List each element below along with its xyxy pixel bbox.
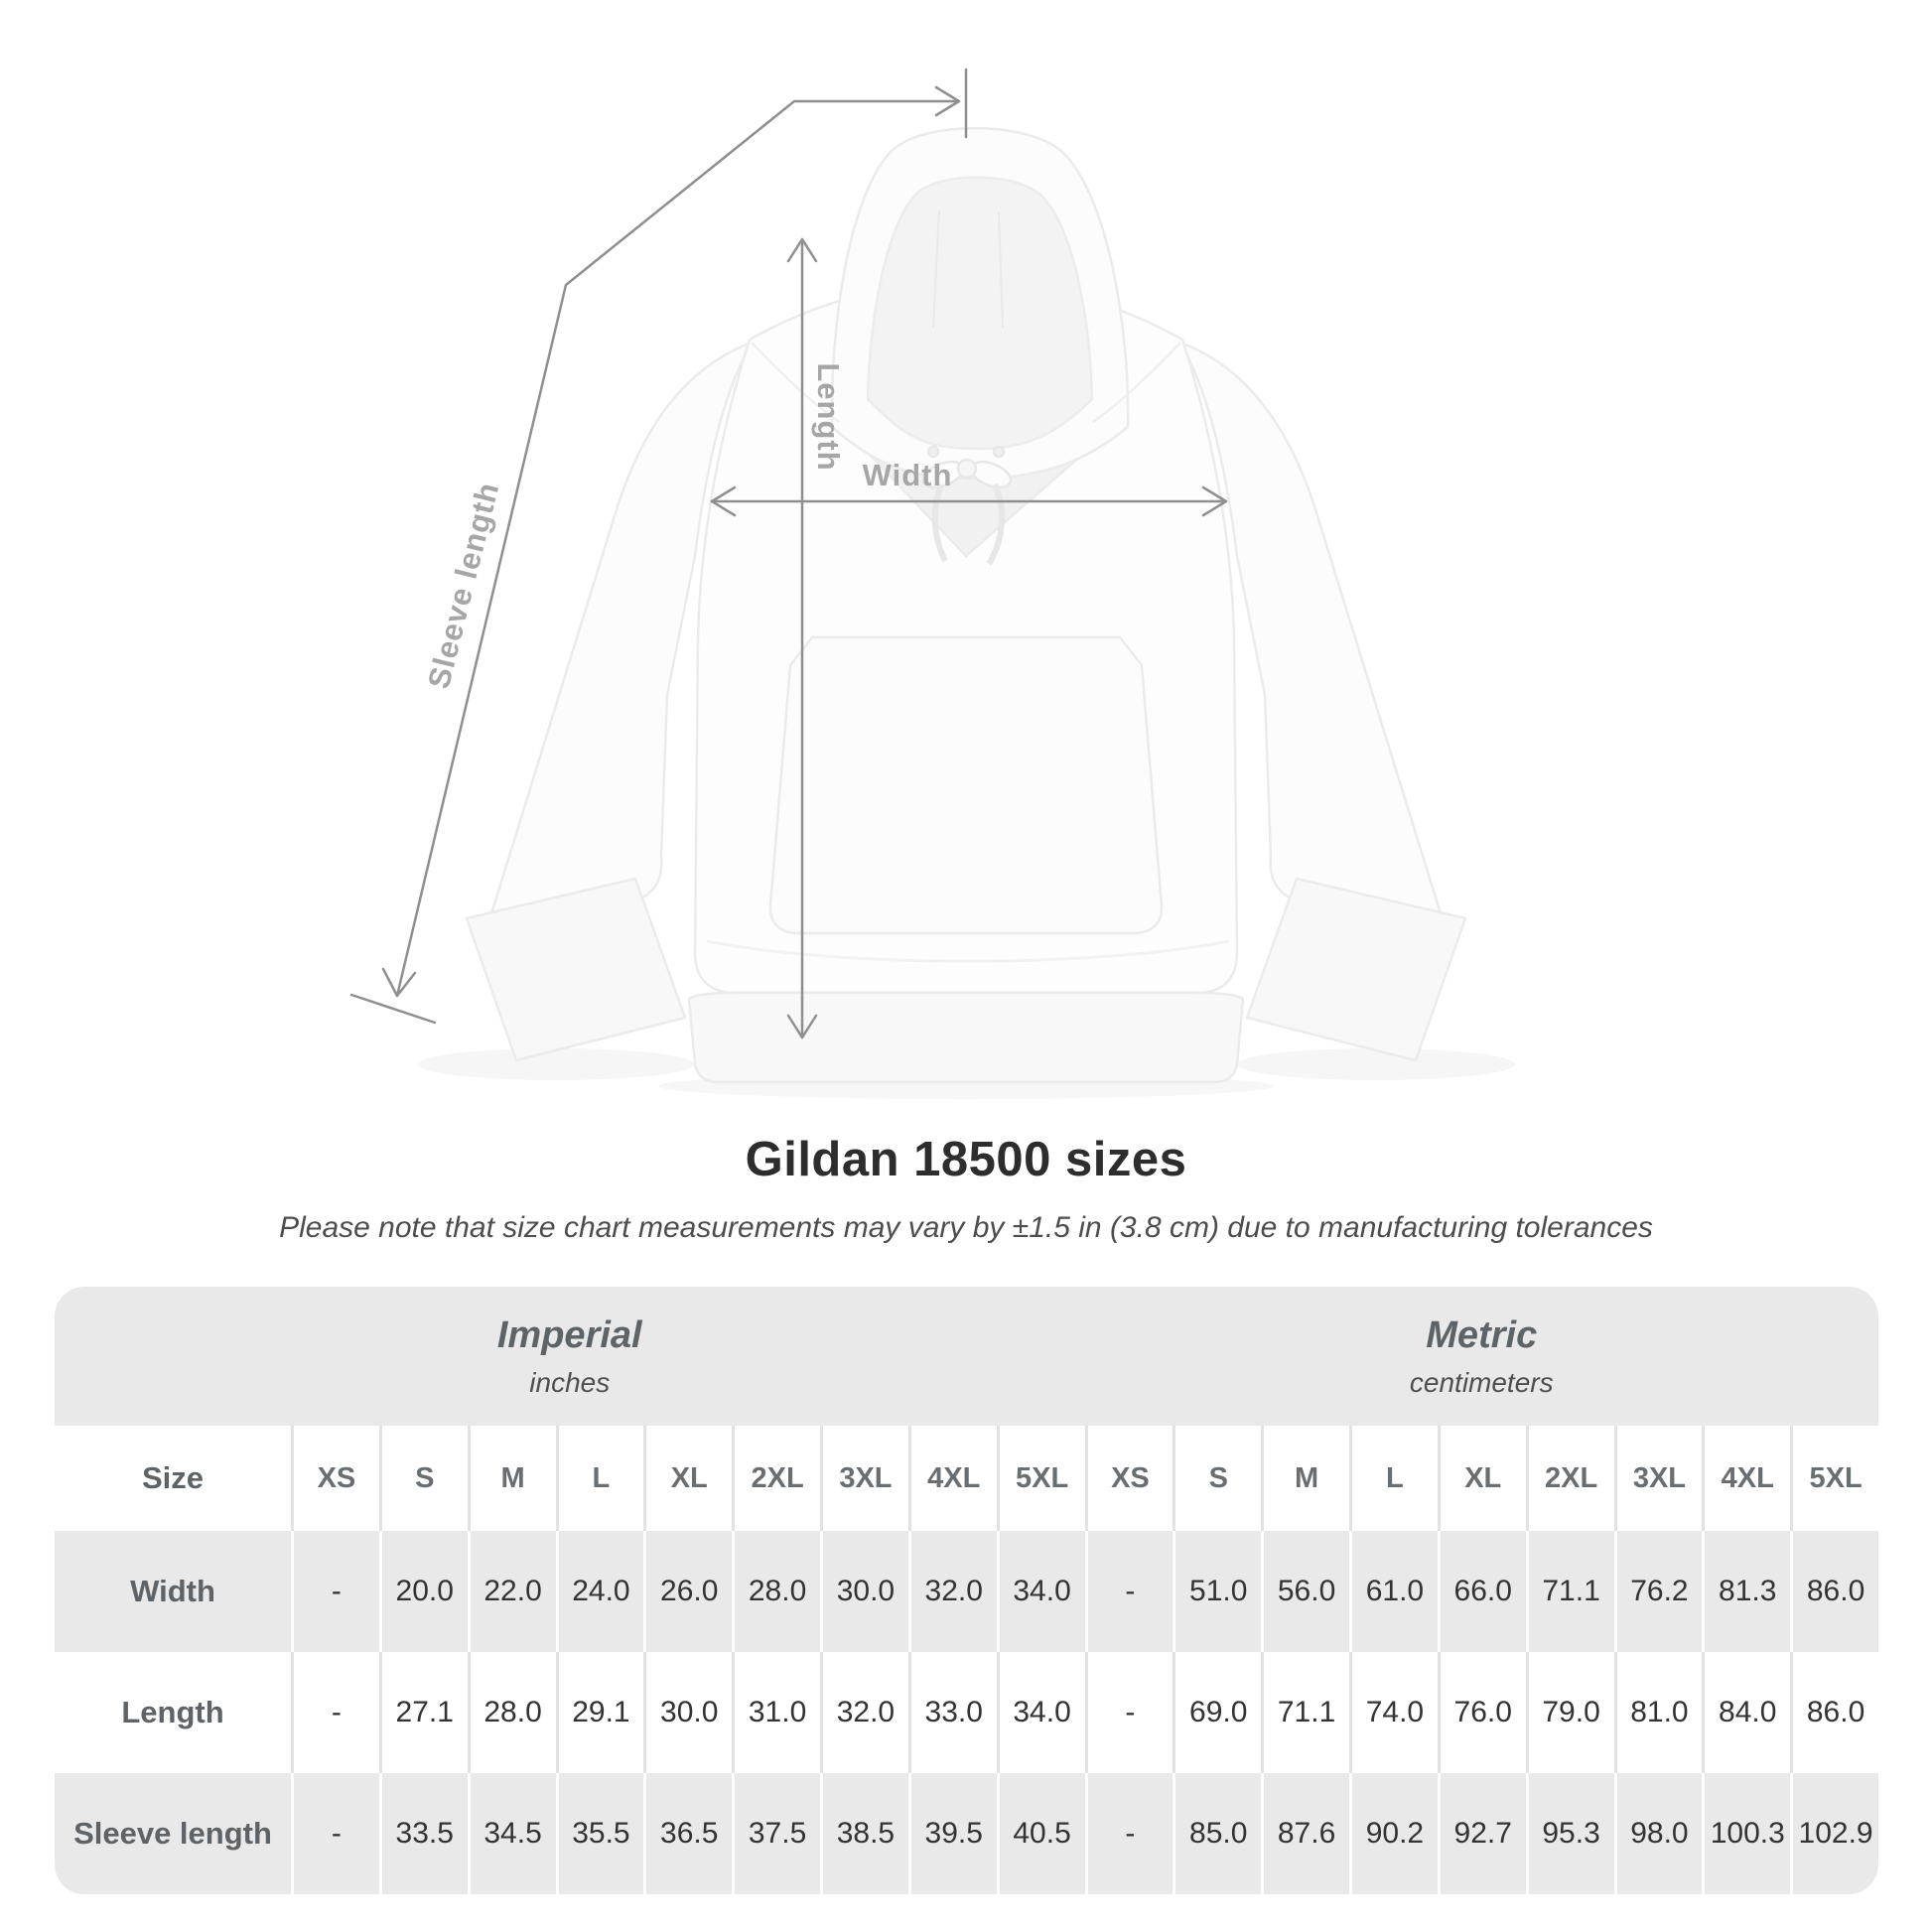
value-imperial-3xl: 38.5 <box>820 1773 908 1894</box>
value-metric-5xl: 86.0 <box>1790 1652 1878 1773</box>
value-imperial-4xl: 32.0 <box>908 1531 997 1652</box>
value-metric-xs: - <box>1085 1773 1173 1894</box>
value-metric-3xl: 81.0 <box>1614 1652 1703 1773</box>
value-imperial-4xl: 39.5 <box>908 1773 997 1894</box>
size-header-metric-s: S <box>1173 1426 1261 1531</box>
hoodie-pocket <box>770 637 1162 933</box>
width-measure-label: Width <box>862 458 953 492</box>
value-imperial-l: 29.1 <box>556 1652 644 1773</box>
table-row-length <box>55 1652 1878 1773</box>
metric-unit-label: centimeters <box>1409 1366 1554 1398</box>
row-label: Length <box>121 1695 224 1729</box>
value-imperial-l: 24.0 <box>556 1531 644 1652</box>
size-header-metric-5xl: 5XL <box>1790 1426 1878 1531</box>
length-measure-label: Length <box>811 362 846 472</box>
value-imperial-2xl: 37.5 <box>732 1773 820 1894</box>
value-metric-3xl: 76.2 <box>1614 1531 1703 1652</box>
value-imperial-3xl: 32.0 <box>820 1652 908 1773</box>
value-imperial-m: 34.5 <box>468 1773 556 1894</box>
size-header-metric-l: L <box>1349 1426 1438 1531</box>
table-row-width <box>55 1531 1878 1652</box>
value-imperial-2xl: 31.0 <box>732 1652 820 1773</box>
size-header-metric-2xl: 2XL <box>1526 1426 1614 1531</box>
sleeve-length-measure-label: Sleeve length <box>421 478 506 692</box>
value-metric-xl: 66.0 <box>1438 1531 1526 1652</box>
value-metric-s: 51.0 <box>1173 1531 1261 1652</box>
value-metric-xs: - <box>1085 1531 1173 1652</box>
value-imperial-xl: 26.0 <box>643 1531 732 1652</box>
table-body <box>55 1531 1878 1894</box>
row-label: Sleeve length <box>73 1816 272 1851</box>
value-metric-s: 69.0 <box>1173 1652 1261 1773</box>
value-imperial-5xl: 40.5 <box>997 1773 1085 1894</box>
imperial-label: Imperial <box>496 1313 642 1356</box>
size-header-row <box>55 1426 1878 1531</box>
size-column-header: Size <box>141 1460 205 1495</box>
tolerance-note: Please note that size chart measurements may vary by ±1.5 in (3.8 cm) due to manufacturing tolerances <box>279 1211 1653 1244</box>
value-imperial-xs: - <box>291 1652 379 1773</box>
size-header-metric-4xl: 4XL <box>1702 1426 1790 1531</box>
value-imperial-s: 20.0 <box>379 1531 468 1652</box>
value-metric-l: 74.0 <box>1349 1652 1438 1773</box>
value-metric-2xl: 95.3 <box>1526 1773 1614 1894</box>
size-header-imperial-l: L <box>556 1426 644 1531</box>
size-header-metric-xl: XL <box>1438 1426 1526 1531</box>
value-metric-m: 71.1 <box>1261 1652 1349 1773</box>
value-imperial-s: 33.5 <box>379 1773 468 1894</box>
size-header-imperial-2xl: 2XL <box>732 1426 820 1531</box>
value-metric-3xl: 98.0 <box>1614 1773 1703 1894</box>
size-header-imperial-5xl: 5XL <box>997 1426 1085 1531</box>
value-metric-m: 56.0 <box>1261 1531 1349 1652</box>
value-imperial-2xl: 28.0 <box>732 1531 820 1652</box>
title-block <box>0 1132 1932 1245</box>
value-metric-xl: 92.7 <box>1438 1773 1526 1894</box>
size-header-metric-m: M <box>1261 1426 1349 1531</box>
size-header-imperial-4xl: 4XL <box>908 1426 997 1531</box>
value-metric-5xl: 102.9 <box>1790 1773 1878 1894</box>
value-metric-s: 85.0 <box>1173 1773 1261 1894</box>
value-metric-4xl: 84.0 <box>1702 1652 1790 1773</box>
value-imperial-xl: 30.0 <box>643 1652 732 1773</box>
size-header-imperial-xs: XS <box>291 1426 379 1531</box>
value-metric-m: 87.6 <box>1261 1773 1349 1894</box>
value-metric-xl: 76.0 <box>1438 1652 1526 1773</box>
imperial-band <box>55 1287 1085 1426</box>
value-metric-4xl: 81.3 <box>1702 1531 1790 1652</box>
page-title: Gildan 18500 sizes <box>745 1133 1187 1186</box>
value-imperial-5xl: 34.0 <box>997 1652 1085 1773</box>
value-imperial-xl: 36.5 <box>643 1773 732 1894</box>
size-header-imperial-3xl: 3XL <box>820 1426 908 1531</box>
row-label: Width <box>130 1574 215 1608</box>
value-imperial-m: 22.0 <box>468 1531 556 1652</box>
hoodie-hem-band <box>689 993 1243 1082</box>
value-imperial-l: 35.5 <box>556 1773 644 1894</box>
table-row-sleeve-length <box>55 1773 1878 1894</box>
value-imperial-xs: - <box>291 1531 379 1652</box>
size-header-imperial-m: M <box>468 1426 556 1531</box>
value-imperial-5xl: 34.0 <box>997 1531 1085 1652</box>
value-imperial-4xl: 33.0 <box>908 1652 997 1773</box>
metric-band <box>1085 1287 1879 1426</box>
value-imperial-3xl: 30.0 <box>820 1531 908 1652</box>
hoodie-hood-inner <box>868 178 1092 449</box>
value-metric-l: 90.2 <box>1349 1773 1438 1894</box>
value-imperial-m: 28.0 <box>468 1652 556 1773</box>
value-metric-4xl: 100.3 <box>1702 1773 1790 1894</box>
imperial-unit-label: inches <box>529 1366 611 1398</box>
value-metric-2xl: 79.0 <box>1526 1652 1614 1773</box>
value-imperial-s: 27.1 <box>379 1652 468 1773</box>
sleeve-measure-bottom-tick <box>351 995 435 1023</box>
metric-label: Metric <box>1426 1313 1538 1356</box>
hoodie-illustration <box>467 128 1465 1082</box>
size-header-metric-3xl: 3XL <box>1614 1426 1703 1531</box>
value-metric-l: 61.0 <box>1349 1531 1438 1652</box>
value-imperial-xs: - <box>291 1773 379 1894</box>
size-header-imperial-s: S <box>379 1426 468 1531</box>
unit-band-row <box>55 1287 1878 1426</box>
value-metric-xs: - <box>1085 1652 1173 1773</box>
size-header-metric-xs: XS <box>1085 1426 1173 1531</box>
size-header-imperial-xl: XL <box>643 1426 732 1531</box>
value-metric-2xl: 71.1 <box>1526 1531 1614 1652</box>
size-table <box>55 1287 1878 1894</box>
value-metric-5xl: 86.0 <box>1790 1531 1878 1652</box>
